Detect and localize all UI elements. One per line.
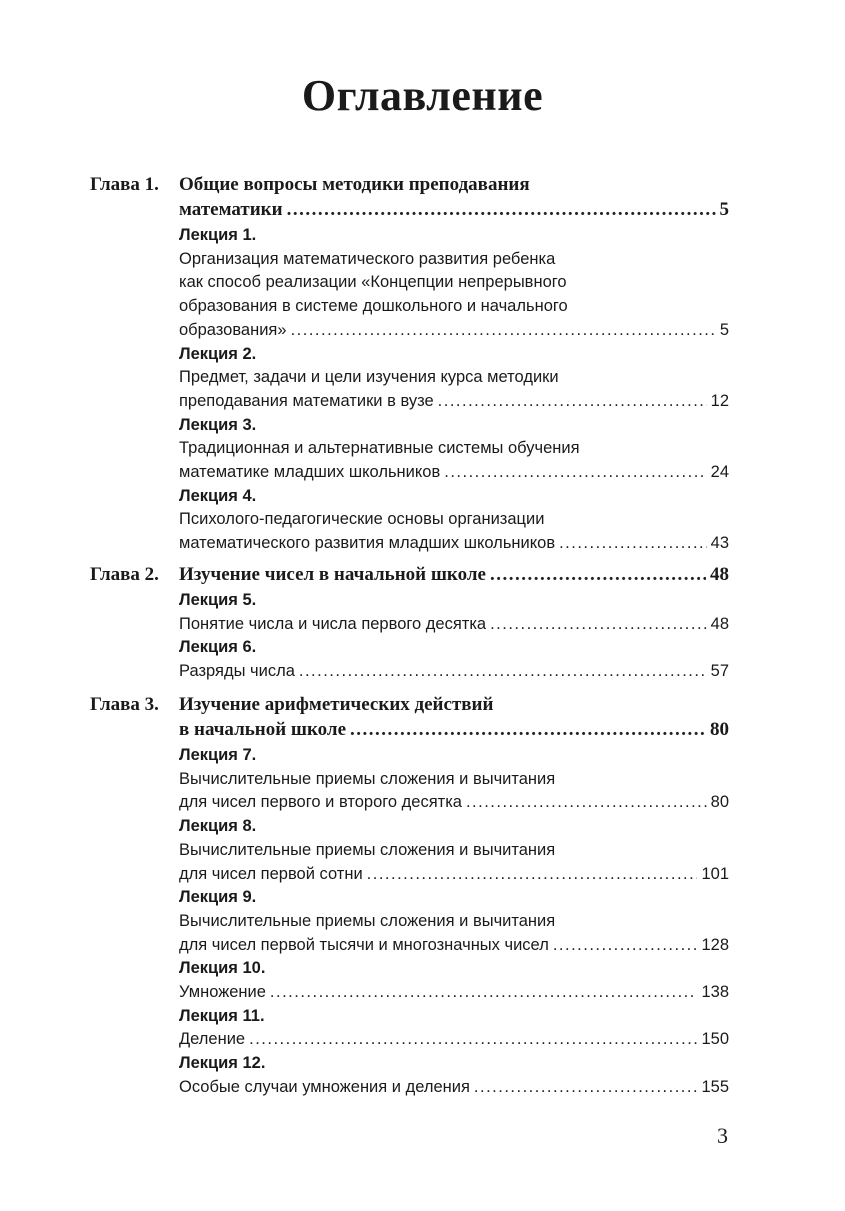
lecture-entry-page: 12 bbox=[710, 391, 729, 410]
lecture-entry-text: Понятие числа и числа первого десятка bbox=[179, 614, 487, 633]
lecture-label-text: Лекция 1. bbox=[179, 226, 257, 244]
lecture-entry-text: математике младших школьников bbox=[179, 463, 441, 481]
leader-dots bbox=[270, 981, 698, 1004]
lecture-entry-page: 80 bbox=[710, 793, 729, 812]
chapter-title-line[interactable] bbox=[179, 693, 729, 717]
lecture-entry[interactable] bbox=[179, 461, 729, 484]
lecture-label-text: Лекция 12. bbox=[179, 1054, 266, 1073]
chapter-title-line-text: в начальной школе bbox=[179, 719, 347, 740]
lecture-label-text: Лекция 11. bbox=[179, 1006, 265, 1025]
leader-dots bbox=[291, 319, 716, 342]
lecture-label bbox=[179, 744, 729, 767]
lecture-label bbox=[179, 414, 729, 437]
lecture-entry-text: образования в системе дошкольного и начального bbox=[179, 297, 568, 316]
lecture-entry-text: преподавания математики в вузе bbox=[179, 391, 434, 410]
chapter-title-line-text: математики bbox=[179, 199, 283, 220]
lecture-label-text: Лекция 7. bbox=[179, 746, 257, 764]
leader-dots bbox=[287, 198, 716, 222]
lecture-entry-page: 48 bbox=[710, 614, 729, 633]
leader-dots bbox=[490, 613, 707, 636]
leader-dots bbox=[490, 563, 706, 587]
leader-dots bbox=[299, 660, 707, 683]
lecture-label-text: Лекция 10. bbox=[179, 959, 266, 978]
lecture-entry-text: Умножение bbox=[179, 983, 266, 1001]
lecture-entry-page: 128 bbox=[701, 935, 729, 954]
lecture-entry-page: 138 bbox=[701, 983, 729, 1001]
leader-dots bbox=[474, 1076, 698, 1099]
lecture-entry-page: 57 bbox=[710, 662, 729, 681]
lecture-entry[interactable] bbox=[179, 437, 729, 460]
leader-dots bbox=[444, 461, 706, 484]
chapter-title-line[interactable] bbox=[179, 718, 729, 742]
lecture-label bbox=[179, 343, 729, 366]
lecture-entry[interactable] bbox=[179, 1028, 729, 1051]
leader-dots bbox=[466, 791, 707, 814]
lecture-label bbox=[179, 589, 729, 612]
chapter-title-line-page: 48 bbox=[710, 564, 729, 585]
lecture-entry-text: Особые случаи умножения и деления bbox=[179, 1077, 470, 1096]
lecture-entry-text: Психолого-педагогические основы организации bbox=[179, 510, 545, 529]
leader-dots bbox=[367, 863, 698, 886]
lecture-entry-text: для чисел первой тысячи и многозначных чисел bbox=[179, 935, 549, 954]
lecture-entry[interactable] bbox=[179, 981, 729, 1004]
lecture-entry[interactable] bbox=[179, 791, 729, 814]
lecture-entry[interactable] bbox=[179, 910, 729, 933]
lecture-entry-text: Организация математического развития ребенка bbox=[179, 249, 556, 268]
chapter-title-line-text: Изучение арифметических действий bbox=[179, 694, 494, 715]
lecture-entry-text: Вычислительные приемы сложения и вычитания bbox=[179, 840, 556, 859]
lecture-entry-text: математического развития младших школьников bbox=[179, 534, 556, 553]
lecture-entry[interactable] bbox=[179, 532, 729, 555]
lecture-label bbox=[179, 636, 729, 659]
chapter-title-line-page: 5 bbox=[719, 199, 729, 220]
leader-dots bbox=[553, 934, 698, 957]
leader-dots bbox=[350, 718, 706, 742]
lecture-label-text: Лекция 5. bbox=[179, 591, 257, 609]
chapter-label: Глава 3. bbox=[90, 694, 159, 715]
lecture-label bbox=[179, 1005, 729, 1028]
lecture-entry[interactable] bbox=[179, 295, 729, 318]
page-title: Оглавление bbox=[301, 71, 544, 120]
lecture-label bbox=[179, 485, 729, 508]
lecture-label-text: Лекция 6. bbox=[179, 638, 257, 657]
lecture-entry-text: как способ реализации «Концепции непрерывного bbox=[179, 273, 567, 292]
page-number: 3 bbox=[717, 1123, 728, 1148]
lecture-entry-text: Деление bbox=[179, 1030, 246, 1049]
lecture-label bbox=[179, 815, 729, 838]
lecture-entry-page: 5 bbox=[719, 320, 729, 339]
lecture-label-text: Лекция 4. bbox=[179, 486, 257, 505]
leader-dots bbox=[559, 532, 707, 555]
chapter-title-line-page: 80 bbox=[710, 719, 729, 740]
chapter-title-line[interactable] bbox=[179, 198, 729, 222]
leader-dots bbox=[249, 1028, 697, 1051]
chapter-title-line-text: Общие вопросы методики преподавания bbox=[179, 174, 530, 195]
lecture-label-text: Лекция 8. bbox=[179, 817, 257, 836]
lecture-entry[interactable] bbox=[179, 660, 729, 683]
chapter-label: Глава 2. bbox=[90, 564, 159, 585]
lecture-entry[interactable] bbox=[179, 508, 729, 531]
lecture-entry-page: 150 bbox=[701, 1030, 729, 1049]
lecture-label-text: Лекция 9. bbox=[179, 888, 257, 907]
lecture-entry-page: 155 bbox=[701, 1077, 729, 1096]
lecture-label bbox=[179, 224, 729, 247]
lecture-entry-text: Разряды числа bbox=[179, 662, 295, 681]
chapter-title-line[interactable] bbox=[179, 173, 729, 197]
lecture-entry-page: 101 bbox=[701, 864, 729, 883]
lecture-entry-text: Вычислительные приемы сложения и вычитания bbox=[179, 911, 556, 930]
lecture-entry[interactable] bbox=[179, 768, 729, 791]
lecture-entry[interactable] bbox=[179, 934, 729, 957]
lecture-entry-text: Вычислительные приемы сложения и вычитания bbox=[179, 769, 556, 788]
lecture-label bbox=[179, 1052, 729, 1075]
lecture-label bbox=[179, 957, 729, 980]
lecture-entry[interactable] bbox=[179, 319, 729, 342]
lecture-entry-text: для чисел первого и второго десятка bbox=[179, 793, 462, 812]
chapter-title-line-text: Изучение чисел в начальной школе bbox=[179, 564, 486, 585]
lecture-entry-text: для чисел первой сотни bbox=[179, 864, 363, 883]
lecture-label-text: Лекция 3. bbox=[179, 415, 257, 434]
lecture-label bbox=[179, 886, 729, 909]
lecture-entry-text: Традиционная и альтернативные системы обучения bbox=[179, 439, 580, 458]
lecture-entry-page: 43 bbox=[710, 534, 729, 553]
leader-dots bbox=[438, 390, 707, 413]
lecture-entry[interactable] bbox=[179, 839, 729, 862]
lecture-entry[interactable] bbox=[179, 863, 729, 886]
lecture-entry-text: Предмет, задачи и цели изучения курса методики bbox=[179, 368, 559, 387]
lecture-entry[interactable] bbox=[179, 271, 729, 294]
lecture-entry[interactable] bbox=[179, 1076, 729, 1099]
chapter-label: Глава 1. bbox=[90, 174, 159, 195]
lecture-entry[interactable] bbox=[179, 248, 729, 271]
chapter-title-line[interactable] bbox=[179, 563, 729, 587]
lecture-entry[interactable] bbox=[179, 613, 729, 636]
lecture-entry[interactable] bbox=[179, 390, 729, 413]
lecture-label-text: Лекция 2. bbox=[179, 344, 257, 363]
lecture-entry-text: образования» bbox=[179, 320, 287, 339]
lecture-entry-page: 24 bbox=[710, 463, 729, 481]
lecture-entry[interactable] bbox=[179, 366, 729, 389]
